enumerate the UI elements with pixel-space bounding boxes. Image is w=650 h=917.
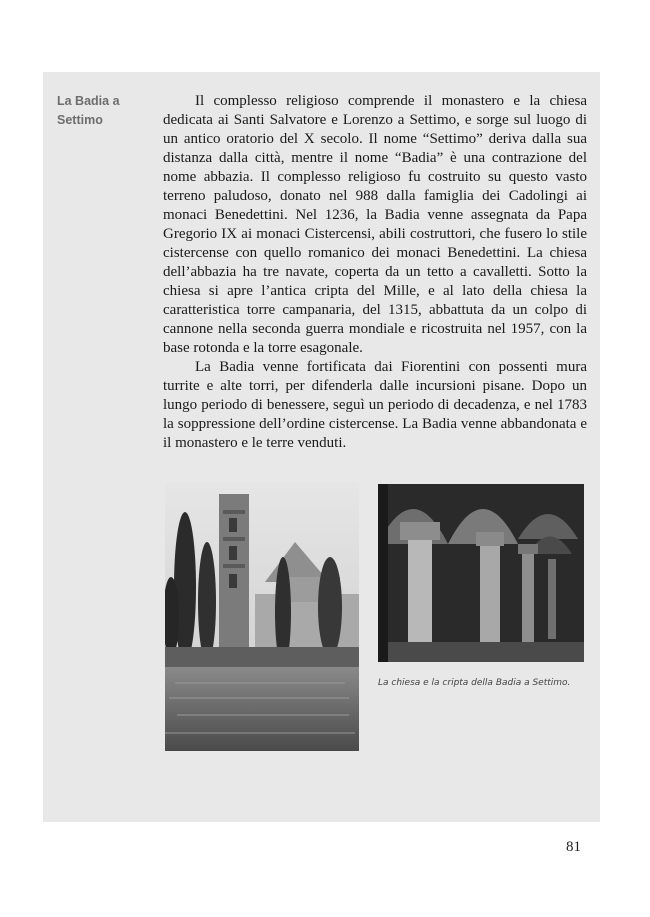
section-side-heading: La Badia a Settimo (57, 94, 120, 127)
church-photo (165, 482, 359, 751)
article-paragraph-2: La Badia venne fortificata dai Fiorentini con possenti mura turrite e alte torri, per difenderla dalle incursioni pisane. Dopo un lungo periodo di benessere, seguì un periodo di decadenza, e nel 1783 la soppressione dell’ordine cistercense. La Badia venne abbandonata e il monastero e le terre venduti. (163, 359, 587, 451)
figure-caption: La chiesa e la cripta della Badia a Settimo. (378, 678, 571, 688)
article-body (163, 92, 587, 453)
crypt-photo (378, 484, 584, 662)
page-number: 81 (566, 839, 581, 855)
article-paragraph-1: Il complesso religioso comprende il monastero e la chiesa dedicata ai Santi Salvatore e Lorenzo a Settimo, e sorge sul luogo di un antico oratorio del X secolo. Il nome “Settimo” deriva dalla sua distanza dalla città, mentre il nome “Badia” è una contrazione del nome abbazia. Il complesso religioso fu costruito su questo vasto terreno paludoso, donato nel 988 dalla famiglia dei Cadolingi ai monaci Benedettini. Nel 1236, la Badia venne assegnata da Papa Gregorio IX ai monaci Cistercensi, abili costruttori, che fusero lo stile cistercense con quello romanico dei monaci Benedettini. La chiesa dell’abbazia ha tre navate, coperta da un tetto a cavalletti. Sotto la chiesa si apre l’antica cripta del Mille, e al lato della chiesa la caratteristica torre campanaria, del 1315, abbattuta da un colpo di cannone nella seconda guerra mondiale e ricostruita nel 1957, con la base rotonda e la torre esagonale. (163, 93, 587, 356)
